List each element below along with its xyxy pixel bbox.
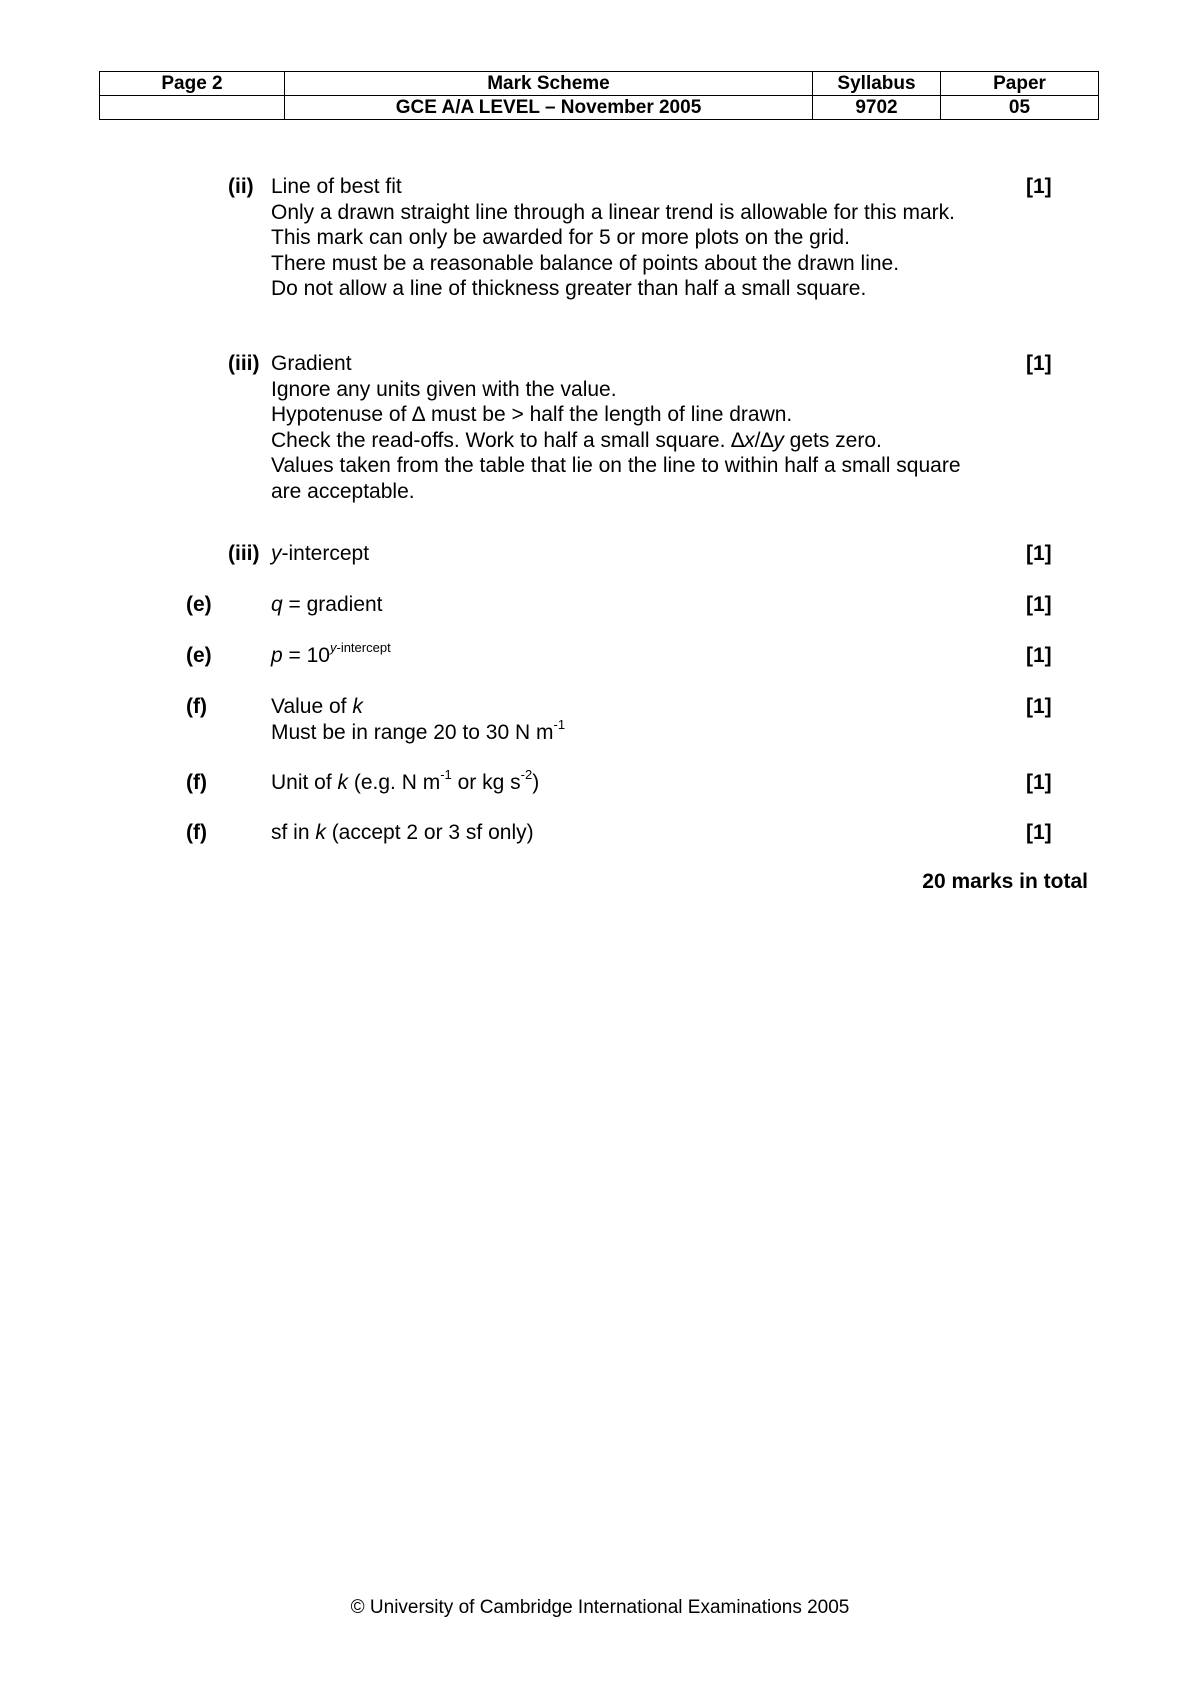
item-mark: [1] [1026,352,1052,375]
item-text [271,351,961,504]
copyright-footer: © University of Cambridge International Examinations 2005 [350,1597,850,1618]
item-mark: [1] [1026,771,1052,794]
empty-cell [100,96,285,120]
item-text [271,174,955,302]
text: (accept 2 or 3 sf only) [325,821,534,844]
header-row-2 [100,96,1099,120]
item-label: (iii) [228,542,260,565]
readoff-line [271,428,961,454]
item-line: Gradient [271,352,352,375]
item-mark: [1] [1026,695,1052,718]
variable: q [271,593,283,616]
variable: k [315,821,326,844]
superscript: -1 [553,716,566,732]
text: ) [532,771,540,794]
item-label: (iii) [228,352,260,375]
sup-text: -intercept [336,640,391,655]
item-line: are acceptable. [271,479,415,503]
item-label: (ii) [228,175,254,198]
readoff-post: gets zero. [783,428,882,452]
text: Unit of [271,771,338,794]
text: or kg s [451,771,521,794]
item-line: Only a drawn straight line through a linear trend is allowable for this mark. [271,200,955,224]
sup-variable: y [329,640,337,655]
text: = 10 [282,644,330,667]
text: Must be in range 20 to 30 N m [271,720,554,744]
item-line: Values taken from the table that lie on the line to within half a small square [271,454,961,477]
paper-label: Paper [941,72,1099,96]
item-label: (f) [186,771,207,794]
text: sf in [271,821,316,844]
item-line: Ignore any units given with the value. [271,377,617,401]
syllabus-label: Syllabus [813,72,941,96]
text: = gradient [282,593,383,616]
item-mark: [1] [1026,175,1052,198]
item-mark: [1] [1026,821,1052,844]
readoff-x: x [744,428,755,452]
document-title: Mark Scheme [285,72,813,96]
header-table [99,71,1099,120]
item-mark: [1] [1026,593,1052,616]
header-row-1 [100,72,1099,96]
item-line: Line of best fit [271,175,402,198]
item-line: There must be a reasonable balance of points about the drawn line. [271,251,900,275]
superscript: -1 [440,767,452,782]
readoff-y: y [773,428,784,452]
item-line [271,694,565,720]
variable: k [352,695,363,718]
text: (e.g. N m [348,771,441,794]
text: Value of [271,695,353,718]
variable: k [337,771,349,794]
item-text [271,820,534,846]
item-text [271,767,540,796]
page-number: Page 2 [100,72,285,96]
item-mark: [1] [1026,644,1052,667]
item-mark: [1] [1026,542,1052,565]
readoff-pre: Check the read-offs. Work to half a small square. ∆ [271,428,745,452]
item-line: Do not allow a line of thickness greater than half a small square. [271,277,867,300]
item-line: This mark can only be awarded for 5 or more plots on the grid. [271,226,850,249]
exam-subtitle: GCE A/A LEVEL – November 2005 [285,96,813,120]
item-text [271,592,383,618]
total-marks: 20 marks in total [922,870,1088,893]
item-text [271,541,369,567]
variable: p [271,644,283,667]
item-line: Hypotenuse of ∆ must be > half the length of line drawn. [271,403,793,426]
paper-value: 05 [941,96,1099,120]
item-text [271,694,565,745]
item-label: (f) [186,821,207,844]
item-label: (f) [186,695,207,718]
variable: y [271,542,282,565]
syllabus-value: 9702 [813,96,941,120]
item-text [271,640,391,669]
readoff-mid: /∆ [754,428,774,452]
item-label: (e) [186,593,212,616]
superscript [330,640,391,655]
item-label: (e) [186,644,212,667]
text: -intercept [281,542,370,565]
superscript: -2 [520,767,533,782]
item-line [271,716,566,746]
